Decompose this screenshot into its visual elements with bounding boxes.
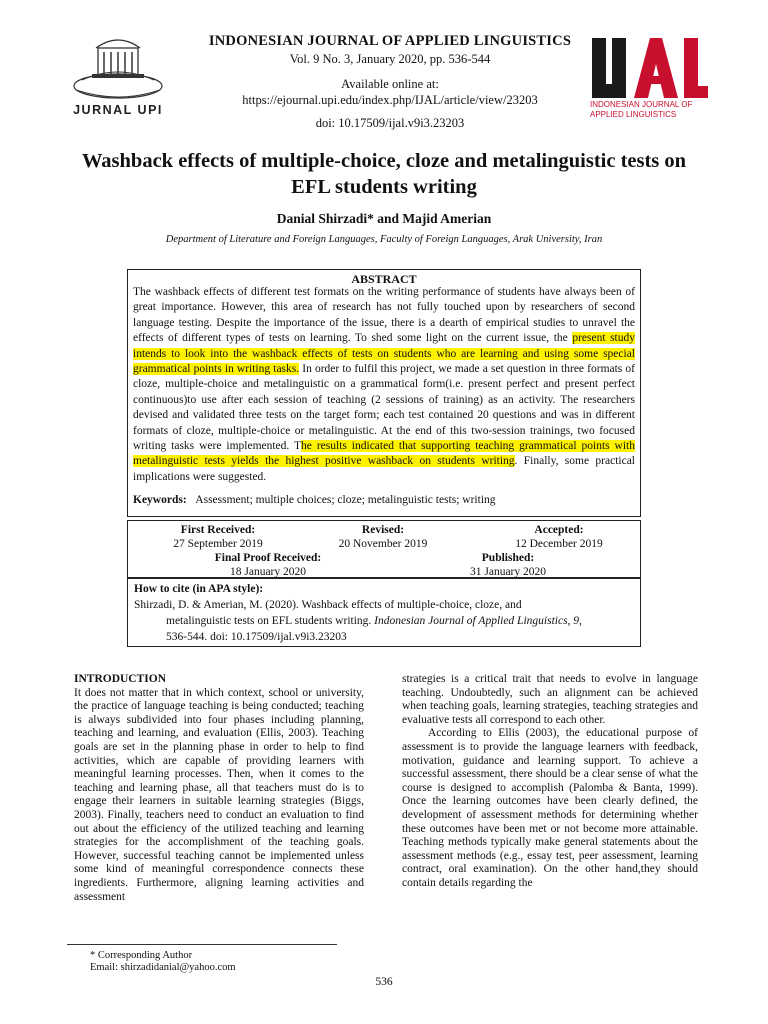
citation-heading: How to cite (in APA style): xyxy=(134,583,264,595)
citation-box xyxy=(127,578,641,647)
affiliation: Department of Literature and Foreign Languages, Faculty of Foreign Languages, Arak University, Iran xyxy=(165,234,603,245)
accepted-label: Accepted: xyxy=(534,524,584,536)
abstract-heading: ABSTRACT xyxy=(351,272,417,286)
abstract-part-1: The washback effects of different test formats on the writing performance of students have always been of great importance. However, this area of research has not fully touched upon by researchers of second language testing. Despite the importance of the issue, there is a dearth of empirical studies to unravel the effects of different types of tests on learning. To shed some light on the current issue, the xyxy=(133,286,635,345)
keywords xyxy=(133,494,635,506)
first-received-label: First Received: xyxy=(180,524,256,536)
page-number: 536 xyxy=(375,976,393,988)
upi-building-icon xyxy=(68,34,168,104)
body-left-column xyxy=(74,673,364,904)
revised-label: Revised: xyxy=(361,524,405,536)
intro-paragraph-continued: strategies is a critical trait that needs to evolve in language teaching. Undoubtedly, such an alignment can be achieved when teaching goals, learning strategies, teaching strategies and evaluative tests all correspond to each other. xyxy=(402,673,698,726)
abstract-box xyxy=(127,269,641,517)
citation-line-2 xyxy=(134,613,634,629)
dates-box xyxy=(127,520,641,578)
published-date: 31 January 2020 xyxy=(469,566,546,578)
authors: Danial Shirzadi* and Majid Amerian xyxy=(276,211,492,226)
article-url-link[interactable]: https://ejournal.upi.edu/index.php/IJAL/article/view/23203 xyxy=(242,93,538,107)
corresponding-email: Email: shirzadidanial@yahoo.com xyxy=(90,962,236,973)
footnote-divider xyxy=(67,944,337,945)
revised xyxy=(298,523,468,551)
first-received-date: 27 September 2019 xyxy=(173,538,263,550)
revised-date: 20 November 2019 xyxy=(338,538,428,550)
accepted xyxy=(478,523,640,551)
intro-paragraph-2: According to Ellis (2003), the educational purpose of assessment is to provide the language learners with feedback, motivation, guidance and learning support. To achieve a successful assessment, there should be a clear sense of what the course is designed to accomplish (Palomba & Banta, 1999). Once the learning outcomes have been clearly defined, the development of assessment methods for determining whether these outcomes have been met or not become more attainable. Teaching methods typically make general statements about the assessment methods (e.g., essay test, peer assessment, learning contract, oral examination). On the other hand,they should contain details regarding the xyxy=(402,727,698,889)
final-proof xyxy=(168,551,368,579)
abstract-highlight-1: present study intends to look into the washback effects of tests on students who are learning and using some special grammatical points in writing tasks. xyxy=(133,332,635,376)
citation-line-2a: metalinguistic tests on EFL students writing. xyxy=(166,615,375,627)
volume-info: Vol. 9 No. 3, January 2020, pp. 536-544 xyxy=(289,52,491,66)
ijal-logo-text: INDONESIAN JOURNAL OF APPLIED LINGUISTICS xyxy=(590,100,693,119)
published xyxy=(428,551,588,579)
keywords-list: Assessment; multiple choices; cloze; metalinguistic tests; writing xyxy=(195,494,496,507)
citation-line-1: Shirzadi, D. & Amerian, M. (2020). Washback effects of multiple-choice, cloze, and xyxy=(134,599,522,611)
body-right-column xyxy=(402,673,698,891)
doi-link[interactable]: doi: 10.17509/ijal.v9i3.23203 xyxy=(315,116,465,130)
abstract-text xyxy=(133,285,635,485)
abstract-highlight-2: he results indicated that supporting teaching grammatical points with metalinguistic tests yields the highest positive washback on students writing xyxy=(133,440,635,468)
citation-line-2b: , xyxy=(579,615,582,627)
citation-line-3: 536-544. doi: 10.17509/ijal.v9i3.23203 xyxy=(166,631,347,643)
final-proof-label: Final Proof Received: xyxy=(214,552,322,564)
journal-name: INDONESIAN JOURNAL OF APPLIED LINGUISTICS xyxy=(208,33,572,49)
introduction-heading: INTRODUCTION xyxy=(74,673,167,685)
upi-logo-text: JURNAL UPI xyxy=(73,103,163,117)
keywords-label: Keywords: xyxy=(133,494,187,507)
abstract-part-2: In order to fulfil this project, we made a set question in three formats of cloze, multiple-choice and metalinguistic on a grammatical form(i.e. present perfect and present perfect continuous)to use after each session of teaching (2 sessions of training) as an activity. The researchers devised and validated three tests on the target form; each test contained 20 questions and was in different formats of cloze, multiple-choice or metalinguistic. At the end of this two-session trainings, two focused writing tasks were implemented. T xyxy=(133,363,635,453)
final-proof-date: 18 January 2020 xyxy=(229,566,306,578)
paper-title: Washback effects of multiple-choice, cloze and metalinguistic tests on EFL students writing xyxy=(81,150,687,198)
citation-journal: Indonesian Journal of Applied Linguistics, 9 xyxy=(374,615,580,627)
ijal-mark-icon xyxy=(590,36,710,100)
footnote xyxy=(90,950,390,974)
corresponding-author-note: * Corresponding Author xyxy=(90,950,193,961)
available-online-label: Available online at: xyxy=(341,77,439,91)
accepted-date: 12 December 2019 xyxy=(515,538,603,550)
abstract-part-3: . Finally, some practical implications were suggested. xyxy=(133,455,635,483)
first-received xyxy=(128,523,308,551)
published-label: Published: xyxy=(481,552,535,564)
intro-paragraph-1: It does not matter that in which context, school or university, the practice of language teaching is being conducted; teaching is always subdivided into four phases including planning, teaching and learning, and evaluation (Ellis, 2003). Teaching goals are set in the planning phase in order to help to find activities, which are capable of providing learners with meaningful learning processes. Then, when it comes to the teaching and learning phase, all that teachers must do is to engage their learners in suitable learning strategies (Biggs, 2003). Finally, teachers need to conduct an evaluation to find out about the efficiency of the utilized teaching and learning strategies for the accomplishment of the teaching goals. However, successful teaching cannot be implemented unless some kind of meaningful correspondence connects these ingredients. Furthermore, aligning learning activities and assessment xyxy=(74,686,364,903)
